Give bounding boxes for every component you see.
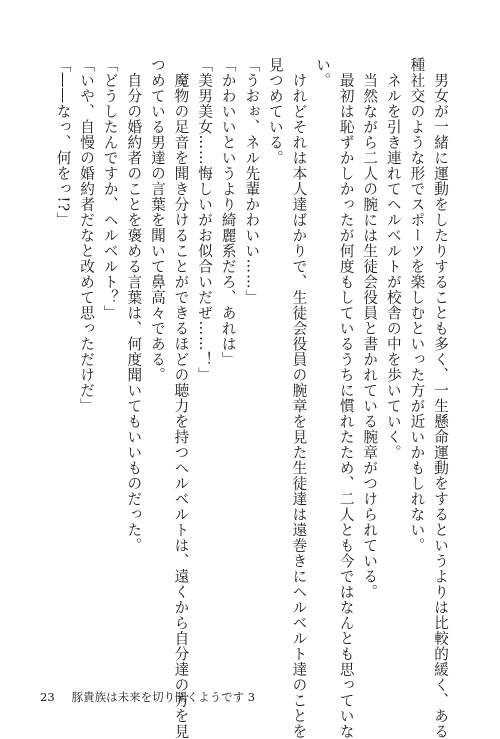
text-line: ネルを引き連れてヘルベルトが校舎の中を歩いていく。 [384,57,402,460]
text-line: 当然ながら二人の腕には生徒会役員と書かれている腕章がつけられている。 [361,57,379,600]
text-line: 男女が一緒に運動をしたりすることも多く、一生懸命運動をするというよりは比較的緩く、ある [432,57,449,739]
text-line: 最初は恥ずかしかったが何度もしているうちに慣れたため、二人とも今ではなんとも思っていな [337,57,355,739]
page-footer [40,690,255,704]
text-line: 「うおぉ、ネル先輩かわいい……」 [243,57,261,305]
text-line: い。 [314,57,332,88]
text-line: 「いや、自慢の婚約者だなと改めて思っただけだ」 [78,57,96,414]
running-title: 豚貴族は未来を切り開くようです 3 [71,690,256,704]
page-number: 23 [40,690,55,704]
text-line: つめている男達の言葉を聞いて鼻高々である。 [148,57,166,383]
text-line: けれどそれは本人達ばかりで、生徒会役員の腕章を見た生徒達は遠巻きにヘルベルト達のことを [290,57,308,739]
text-line: 「かわいいというより綺麗系だろ、あれは」 [219,57,237,367]
text-line: 「――なっ、何をっ!?」 [54,57,72,228]
text-line: 「美男美女……悔しいがお似合いだぜ……！」 [196,57,214,383]
text-line: 見つめている。 [266,57,284,166]
text-line: 魔物の足音を聞き分けることができるほどの聴力を持つヘルベルトは、遠くから自分達の方を見 [172,57,190,739]
text-line: 自分の婚約者のことを褒める言葉は、何度聞いてもいいものだった。 [125,57,143,553]
text-line: 種社交のような形でスポーツを楽しむといった方が近いかもしれない。 [408,57,426,553]
text-line: 「どうしたんですか、ヘルベルト？」 [101,57,119,321]
